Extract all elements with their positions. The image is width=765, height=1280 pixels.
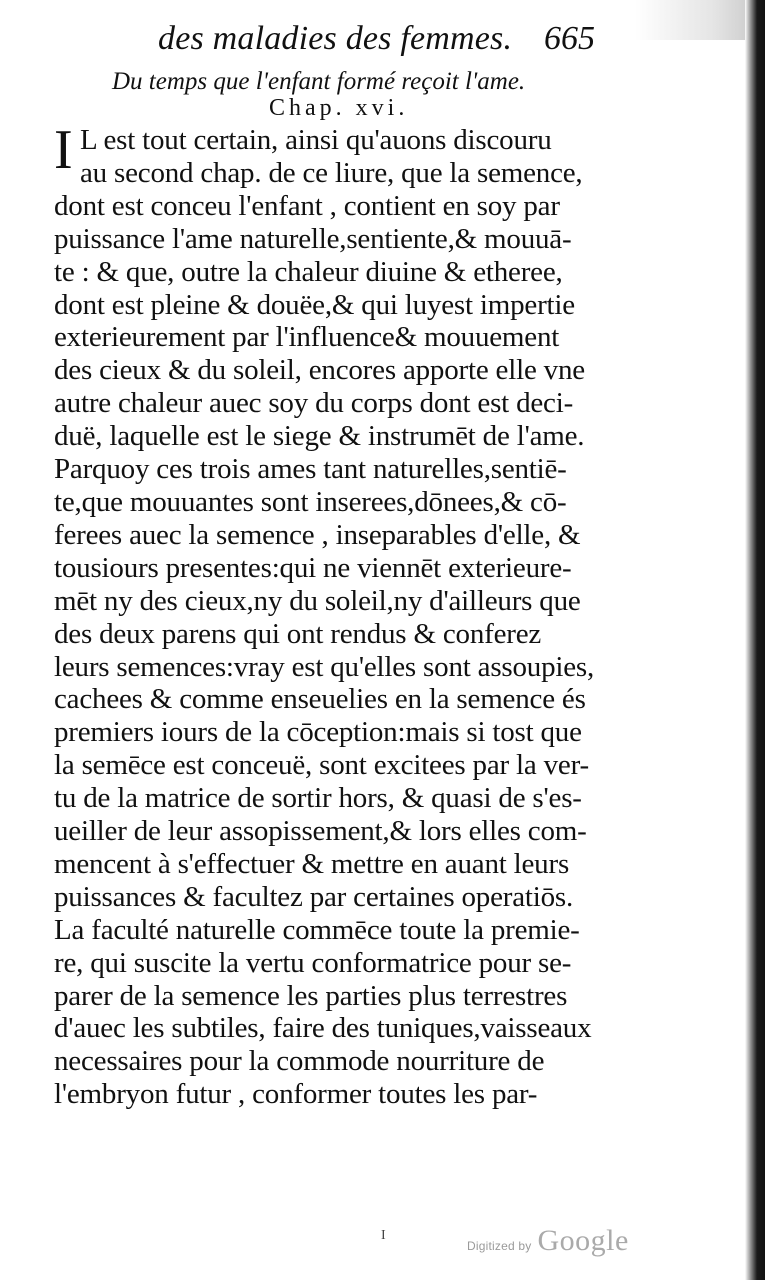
running-title: des maladies des femmes.: [158, 20, 513, 57]
text-line: duë, laquelle est le siege & instrumēt de l'ame.: [54, 420, 585, 453]
text-line: tu de la matrice de sortir hors, & quasi de s'es-: [54, 782, 582, 815]
text-line: d'auec les subtiles, faire des tuniques,vaisseaux: [54, 1012, 592, 1045]
drop-cap-letter: I: [54, 119, 73, 181]
text-line: leurs semences:vray est qu'elles sont assoupies,: [54, 650, 595, 683]
page-number: 665: [544, 20, 595, 57]
chapter-label: Chap. xvi.: [269, 95, 409, 121]
google-logo: Google: [537, 1224, 629, 1257]
text-line: cachees & comme enseuelies en la semence és: [54, 683, 586, 716]
text-line: premiers iours de la cōception:mais si tost que: [54, 716, 582, 749]
text-line: l'embryon futur , conformer toutes les par-: [54, 1078, 538, 1111]
text-line: La faculté naturelle commēce toute la premie-: [54, 913, 580, 946]
footer-mark: I: [381, 1228, 386, 1243]
text-line: des cieux & du soleil, encores apporte elle vne: [54, 354, 585, 387]
main-text: [54, 119, 595, 1111]
text-line: te : & que, outre la chaleur diuine & etheree,: [54, 255, 563, 288]
text-line: necessaires pour la commode nourriture de: [54, 1045, 545, 1078]
chapter-subheading: Du temps que l'enfant formé reçoit l'ame.: [112, 68, 526, 95]
text-line: L est tout certain, ainsi qu'auons discouru: [80, 124, 552, 156]
digitized-watermark: [467, 1224, 629, 1258]
text-line: tousiours presentes:qui ne viennēt exterieure-: [54, 551, 572, 584]
running-head: [54, 18, 614, 70]
text-line: la semēce est conceuë, sont excitees par la ver-: [54, 749, 589, 782]
text-line: te,que mouuantes sont inserees,dōnees,& cō-: [54, 485, 567, 518]
opening-paragraph: [54, 119, 594, 190]
text-line: mencent à s'effectuer & mettre en auant leurs: [54, 847, 570, 880]
text-line: des deux parens qui ont rendus & conferez: [54, 617, 542, 650]
text-line: ueiller de leur assopissement,& lors elles com-: [54, 815, 587, 848]
text-line: ferees auec la semence , inseparables d'elle, &: [54, 518, 581, 551]
text-line: autre chaleur auec soy du corps dont est deci-: [54, 387, 574, 420]
drop-cap-lines: [80, 124, 582, 190]
watermark-prefix: Digitized by: [467, 1239, 532, 1253]
text-line: Parquoy ces trois ames tant naturelles,sentiē-: [54, 453, 567, 486]
text-line: dont est conceu l'enfant , contient en soy par: [54, 189, 560, 222]
text-line: au second chap. de ce liure, que la semence,: [80, 156, 583, 189]
text-line: re, qui suscite la vertu conformatrice pour se-: [54, 946, 572, 979]
page-binding-edge: [745, 0, 765, 1280]
text-line: exterieurement par l'influence& mouuement: [54, 321, 560, 354]
text-line: mēt ny des cieux,ny du soleil,ny d'ailleurs que: [54, 584, 581, 617]
book-page: [54, 18, 614, 1111]
text-line: dont est pleine & douëe,& qui luyest impertie: [54, 288, 575, 321]
text-line: parer de la semence les parties plus terrestres: [54, 979, 568, 1012]
text-line: puissance l'ame naturelle,sentiente,& mouuā-: [54, 222, 572, 255]
text-line: puissances & facultez par certaines operatiōs.: [54, 880, 574, 913]
